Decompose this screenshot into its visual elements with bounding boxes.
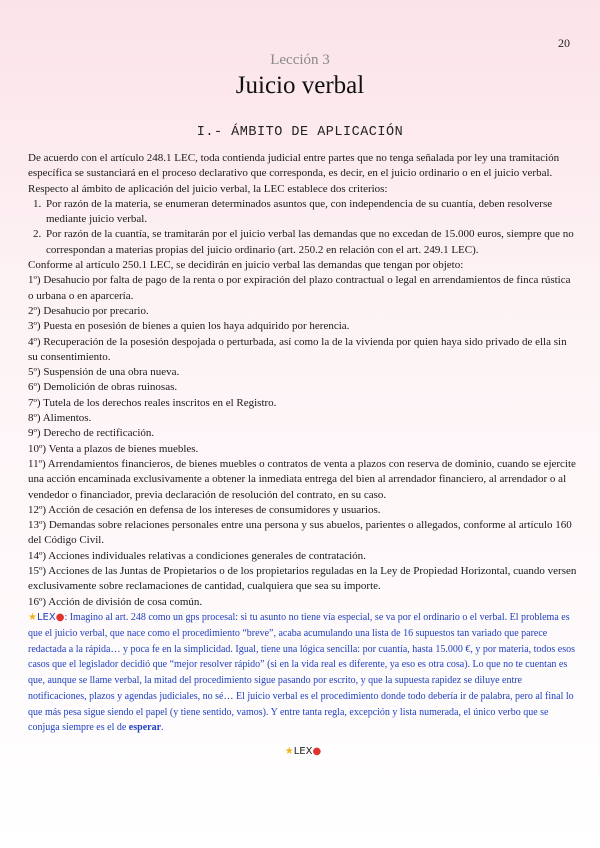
- list-item: 5º) Suspensión de una obra nueva.: [28, 366, 180, 379]
- lex-tag: [28, 612, 64, 623]
- list-item: 7º) Tutela de los derechos reales inscritos en el Registro.: [28, 396, 277, 409]
- star-icon: ★: [28, 611, 37, 623]
- criteria-item: 1. Por razón de la materia, se enumeran determinados asuntos que, con independencia de su cuantía, deben resolverse mediante juicio verbal.: [44, 197, 578, 228]
- list-item: 6º) Demolición de obras ruinosas.: [28, 381, 178, 394]
- note-text: : Imagino al art. 248 como un gps procesal: si tu asunto no tiene vía especial, se va por el ordinario o el verbal. El problema es que el juicio verbal, que nace como el procedimiento “breve”, acaba acumulando una lista de 16 supuestos tan variado que parece redactada a la rápida… y poca fe en la simplicidad. Igual, tiene una lógica sencilla: por cuantía, hasta 15.000 €, y por materia, todos esos casos que el legislador decidió que “mejor resolver rápido” (si en la vida real es diferente, ya eso es otra cosa). Lo que no te cuentan es que, aunque se llame verbal, la mitad del procedimiento sigue pasando por escrito, y que la supuesta rapidez se diluye entre notificaciones, plazos y agendas judiciales, no sé… El juicio verbal es el procedimiento donde todo debería ir de palabra, pero al final lo que más pesa sigue siendo el papel (y tiene sentido, vamos). Y entre tanta regla, excepción y lista numerada, el único verbo que se conjuga siempre es el de: [28, 611, 576, 734]
- blood-drop-icon: ●: [55, 611, 65, 623]
- criteria-intro: Respecto al ámbito de aplicación del juicio verbal, la LEC establece dos criterios:: [28, 182, 388, 195]
- list-item: 12º) Acción de cesación en defensa de los intereses de consumidores y usuarios.: [28, 503, 381, 516]
- note-emphasis: esperar: [128, 722, 162, 734]
- lex-note: [28, 610, 578, 736]
- list-item: 2º) Desahucio por precario.: [28, 304, 149, 317]
- note-end: .: [161, 722, 164, 734]
- criteria-item: 2. Por razón de la cuantía, se tramitarán por el juicio verbal las demandas que no excedan de 15.000 euros, siempre que no correspondan a materias propias del juicio ordinario (art. 250.2 en relación con el art. 249.1 LEC).: [44, 227, 578, 258]
- list-item: 10º) Venta a plazos de bienes muebles.: [28, 442, 199, 455]
- intro-paragraph: De acuerdo con el artículo 248.1 LEC, toda contienda judicial entre partes que no tenga señalada por ley una tramitación específica se sustanciará en el proceso declarativo que corresponda, es decir, en el juicio ordinario o en el juicio verbal.: [28, 152, 560, 180]
- list-item: 14º) Acciones individuales relativas a condiciones generales de contratación.: [28, 549, 366, 562]
- items-list: [28, 273, 578, 610]
- star-icon: ★: [284, 746, 294, 758]
- list-item: 1º) Desahucio por falta de pago de la renta o por expiración del plazo contractual o legal en arrendamientos de finca rústica o urbana o en aparcería.: [28, 274, 571, 302]
- lex-signature: [28, 744, 578, 759]
- page-number: 20: [558, 36, 570, 50]
- list-item: 11º) Arrendamientos financieros, de bienes muebles o contratos de venta a plazos con reserva de dominio, cuando se ejercite una acción encaminada exclusivamente a obtener la inmediata entrega del bien al arrendador financiero, al arrendador o al vendedor o financiador, previa declaración de resolución del contrato, en su caso.: [28, 457, 576, 501]
- list-item: 13º) Demandas sobre relaciones personales entre una persona y sus abuelos, parientes o allegados, conforme al artículo 160 del Código Civil.: [28, 519, 572, 547]
- items-intro: Conforme al artículo 250.1 LEC, se decidirán en juicio verbal las demandas que tengan por objeto:: [28, 259, 464, 272]
- list-item: 9º) Derecho de rectificación.: [28, 427, 155, 440]
- lesson-label: Lección 3: [270, 52, 330, 68]
- blood-drop-icon: ●: [312, 746, 322, 758]
- section-heading: I.- ÁMBITO DE APLICACIÓN: [196, 125, 404, 140]
- list-item: 15º) Acciones de las Juntas de Propietarios o de los propietarios reguladas en la Ley de Propiedad Horizontal, cuando versen exclusivamente sobre reclamaciones de cantidad, cualquiera que sea su importe.: [28, 565, 577, 593]
- list-item: 16º) Acción de división de cosa común.: [28, 595, 203, 608]
- list-item: 4º) Recuperación de la posesión despojada o perturbada, así como la de la vivienda por quien haya sido privado de ella sin su consentimiento.: [28, 335, 567, 363]
- list-item: 3º) Puesta en posesión de bienes a quien los haya adquirido por herencia.: [28, 320, 350, 333]
- document-body: [28, 151, 578, 760]
- list-item: 8º) Alimentos.: [28, 412, 92, 425]
- lex-tag-label: LEX: [36, 611, 56, 623]
- signature-label: LEX: [293, 746, 313, 758]
- criteria-list: [28, 197, 578, 258]
- page-title: Juicio verbal: [235, 72, 365, 99]
